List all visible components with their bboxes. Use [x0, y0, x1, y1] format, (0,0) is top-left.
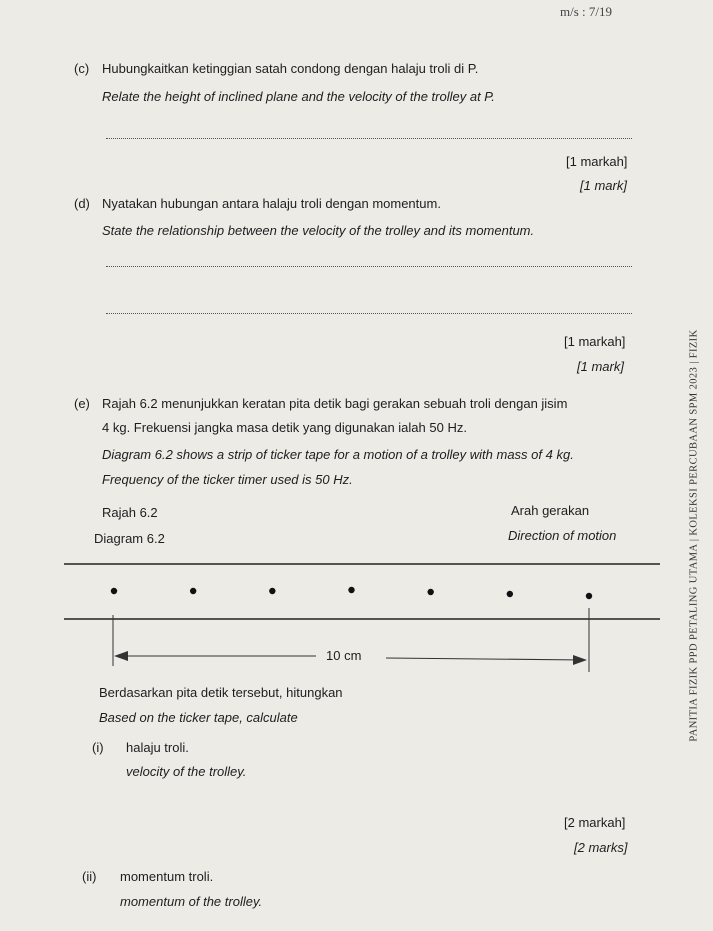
measurement-label: 10 cm — [326, 648, 362, 663]
question-e-malay-line2: 4 kg. Frekuensi jangka masa detik yang digunakan ialah 50 Hz. — [102, 420, 467, 435]
tape-dot — [190, 588, 196, 594]
diagram-label-english: Diagram 6.2 — [94, 531, 165, 546]
tape-dot — [111, 588, 117, 594]
tape-dot — [507, 591, 513, 597]
side-watermark-text: PANITIA FIZIK PPD PETALING UTAMA | KOLEKSI PERCUBAAN SPM 2023 | FIZIK — [688, 328, 700, 742]
direction-label-malay: Arah gerakan — [511, 503, 590, 518]
question-d-mark-english: [1 mark] — [577, 359, 624, 374]
question-c-malay: Hubungkaitkan ketinggian satah condong dengan halaju troli di P. — [102, 61, 479, 76]
tape-dot — [348, 587, 354, 593]
instruction-malay: Berdasarkan pita detik tersebut, hitungkan — [99, 685, 343, 700]
tape-dot — [427, 589, 433, 595]
question-e-english-line1: Diagram 6.2 shows a strip of ticker tape for a motion of a trolley with mass of 4 kg. — [102, 447, 574, 462]
part-i-english: velocity of the trolley. — [126, 764, 247, 779]
question-c-english: Relate the height of inclined plane and the velocity of the trolley at P. — [102, 89, 495, 104]
question-c-mark-english: [1 mark] — [580, 178, 627, 193]
part-i-number: (i) — [92, 740, 104, 755]
part-ii-english: momentum of the trolley. — [120, 894, 263, 909]
question-c-number: (c) — [74, 61, 90, 76]
question-d-number: (d) — [74, 196, 90, 211]
part-ii-malay: momentum troli. — [120, 869, 214, 884]
question-d-mark-malay: [1 markah] — [564, 334, 626, 349]
measure-arrowhead-left — [114, 651, 128, 661]
measure-arrowhead-right — [573, 655, 587, 665]
page-reference: m/s : 7/19 — [560, 4, 613, 19]
part-ii-number: (ii) — [82, 869, 97, 884]
question-c-mark-malay: [1 markah] — [566, 154, 628, 169]
part-i-mark-malay: [2 markah] — [564, 815, 626, 830]
tape-dot — [269, 588, 275, 594]
diagram-label-malay: Rajah 6.2 — [102, 505, 158, 520]
question-e-number: (e) — [74, 396, 90, 411]
question-d-malay: Nyatakan hubungan antara halaju troli dengan momentum. — [102, 196, 441, 211]
measure-line-right — [386, 658, 584, 660]
question-d-english: State the relationship between the velocity of the trolley and its momentum. — [102, 223, 535, 238]
part-i-malay: halaju troli. — [126, 740, 189, 755]
tape-dots — [111, 587, 592, 599]
direction-label-english: Direction of motion — [508, 528, 617, 543]
tape-dot — [586, 593, 592, 599]
part-i-mark-english: [2 marks] — [574, 840, 628, 855]
question-e-malay-line1: Rajah 6.2 menunjukkan keratan pita detik bagi gerakan sebuah troli dengan jisim — [102, 396, 568, 411]
instruction-english: Based on the ticker tape, calculate — [99, 710, 298, 725]
side-watermark — [684, 245, 704, 825]
question-e-english-line2: Frequency of the ticker timer used is 50 Hz. — [102, 472, 353, 487]
